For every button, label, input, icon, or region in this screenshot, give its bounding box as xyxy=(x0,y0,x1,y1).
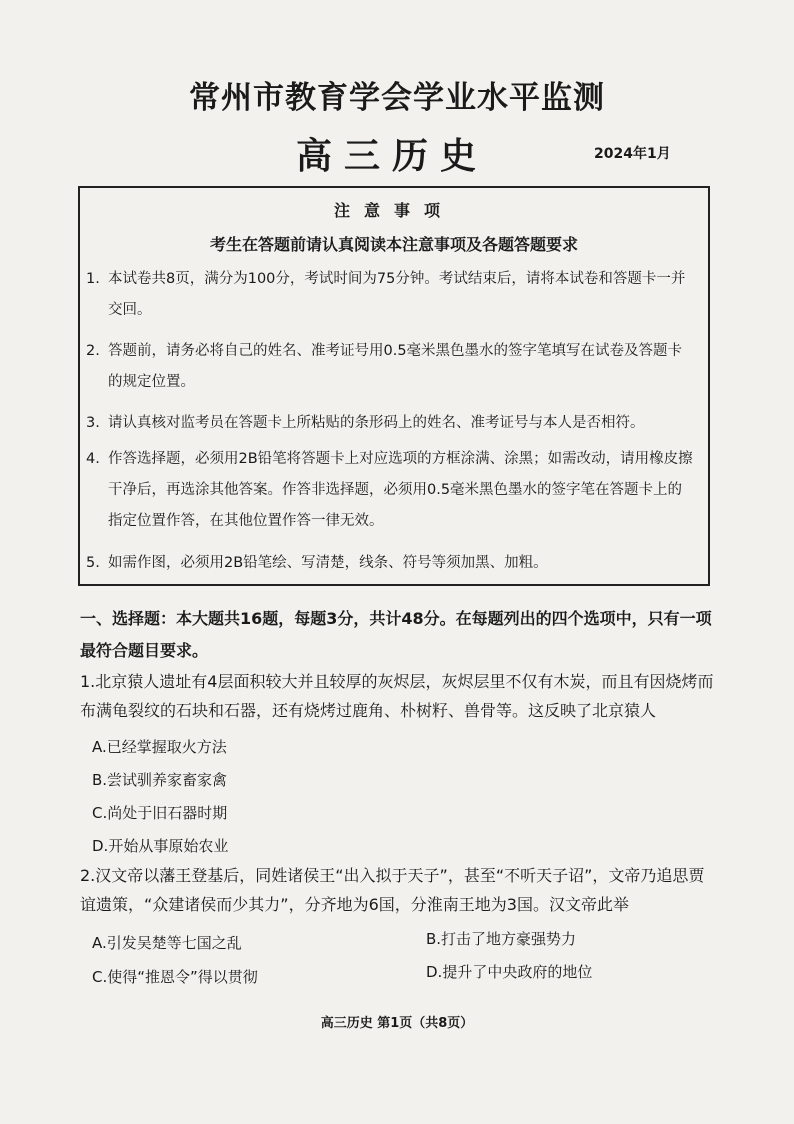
question-1-option-c: C.尚处于旧石器时期 xyxy=(92,804,228,822)
notice-item xyxy=(86,408,696,439)
notice-box xyxy=(78,186,710,586)
notice-item xyxy=(86,548,696,579)
exam-date: 2024年1月 xyxy=(594,146,671,162)
notice-item-text: 答题前，请务必将自己的姓名、准考证号用0.5毫米黑色墨水的签字笔填写在试卷及答题卡的规定位置。 xyxy=(108,343,683,390)
notice-item xyxy=(86,444,696,537)
notice-subtitle: 考生在答题前请认真阅读本注意事项及各题答题要求 xyxy=(209,235,578,254)
notice-item-text: 作答选择题，必须用2B铅笔将答题卡上对应选项的方框涂满、涂黑；如需改动，请用橡皮擦干净后，再选涂其他答案。作答非选择题，必须用0.5毫米黑色墨水的签字笔在答题卡上的指定位置作答，在其他位置作答一律无效。 xyxy=(108,451,693,529)
question-2-stem: 2.汉文帝以藩王登基后，同姓诸侯王“出入拟于天子”，甚至“不听天子诏”，文帝乃追思贾谊遗策，“众建诸侯而少其力”，分齐地为6国，分淮南王地为3国。汉文帝此举 xyxy=(80,866,705,914)
notice-item-text: 请认真核对监考员在答题卡上所粘贴的条形码上的姓名、准考证号与本人是否相符。 xyxy=(108,415,645,431)
notice-item xyxy=(86,264,696,326)
notice-item-number: 3. xyxy=(86,415,100,431)
question-1-option-b: B.尝试驯养家畜家禽 xyxy=(92,771,228,789)
question-1-stem: 1.北京猿人遗址有4层面积较大并且较厚的灰烬层，灰烬层里不仅有木炭，而且有因烧烤而布满龟裂纹的石块和石器，还有烧烤过鹿角、朴树籽、兽骨等。这反映了北京猿人 xyxy=(80,672,714,720)
notice-item xyxy=(86,336,696,398)
notice-item-number: 2. xyxy=(86,343,100,359)
notice-item-number: 5. xyxy=(86,555,100,571)
question-2-option-b: B.打击了地方豪强势力 xyxy=(426,930,577,948)
question-1-option-d: D.开始从事原始农业 xyxy=(92,837,229,855)
page-footer: 高三历史 第1页（共8页） xyxy=(320,1016,474,1031)
question-2-option-d: D.提升了中央政府的地位 xyxy=(426,963,593,981)
notice-item-number: 1. xyxy=(86,271,100,287)
question-2-option-c: C.使得“推恩令”得以贯彻 xyxy=(92,968,258,986)
subject-title: 高三历史 xyxy=(296,135,489,177)
notice-item-number: 4. xyxy=(86,451,100,467)
question-1-option-a: A.已经掌握取火方法 xyxy=(92,738,227,756)
notice-item-text: 本试卷共8页，满分为100分，考试时间为75分钟。考试结束后，请将本试卷和答题卡一并交回。 xyxy=(108,271,686,318)
question-2-option-a: A.引发吴楚等七国之乱 xyxy=(92,934,242,952)
section-heading: 一、选择题：本大题共16题，每题3分，共计48分。在每题列出的四个选项中，只有一项最符合题目要求。 xyxy=(80,609,712,660)
notice-title: 注意事项 xyxy=(333,201,454,220)
notice-item-text: 如需作图，必须用2B铅笔绘、写清楚，线条、符号等须加黑、加粗。 xyxy=(108,555,548,571)
exam-organizer-title: 常州市教育学会学业水平监测 xyxy=(189,80,605,116)
